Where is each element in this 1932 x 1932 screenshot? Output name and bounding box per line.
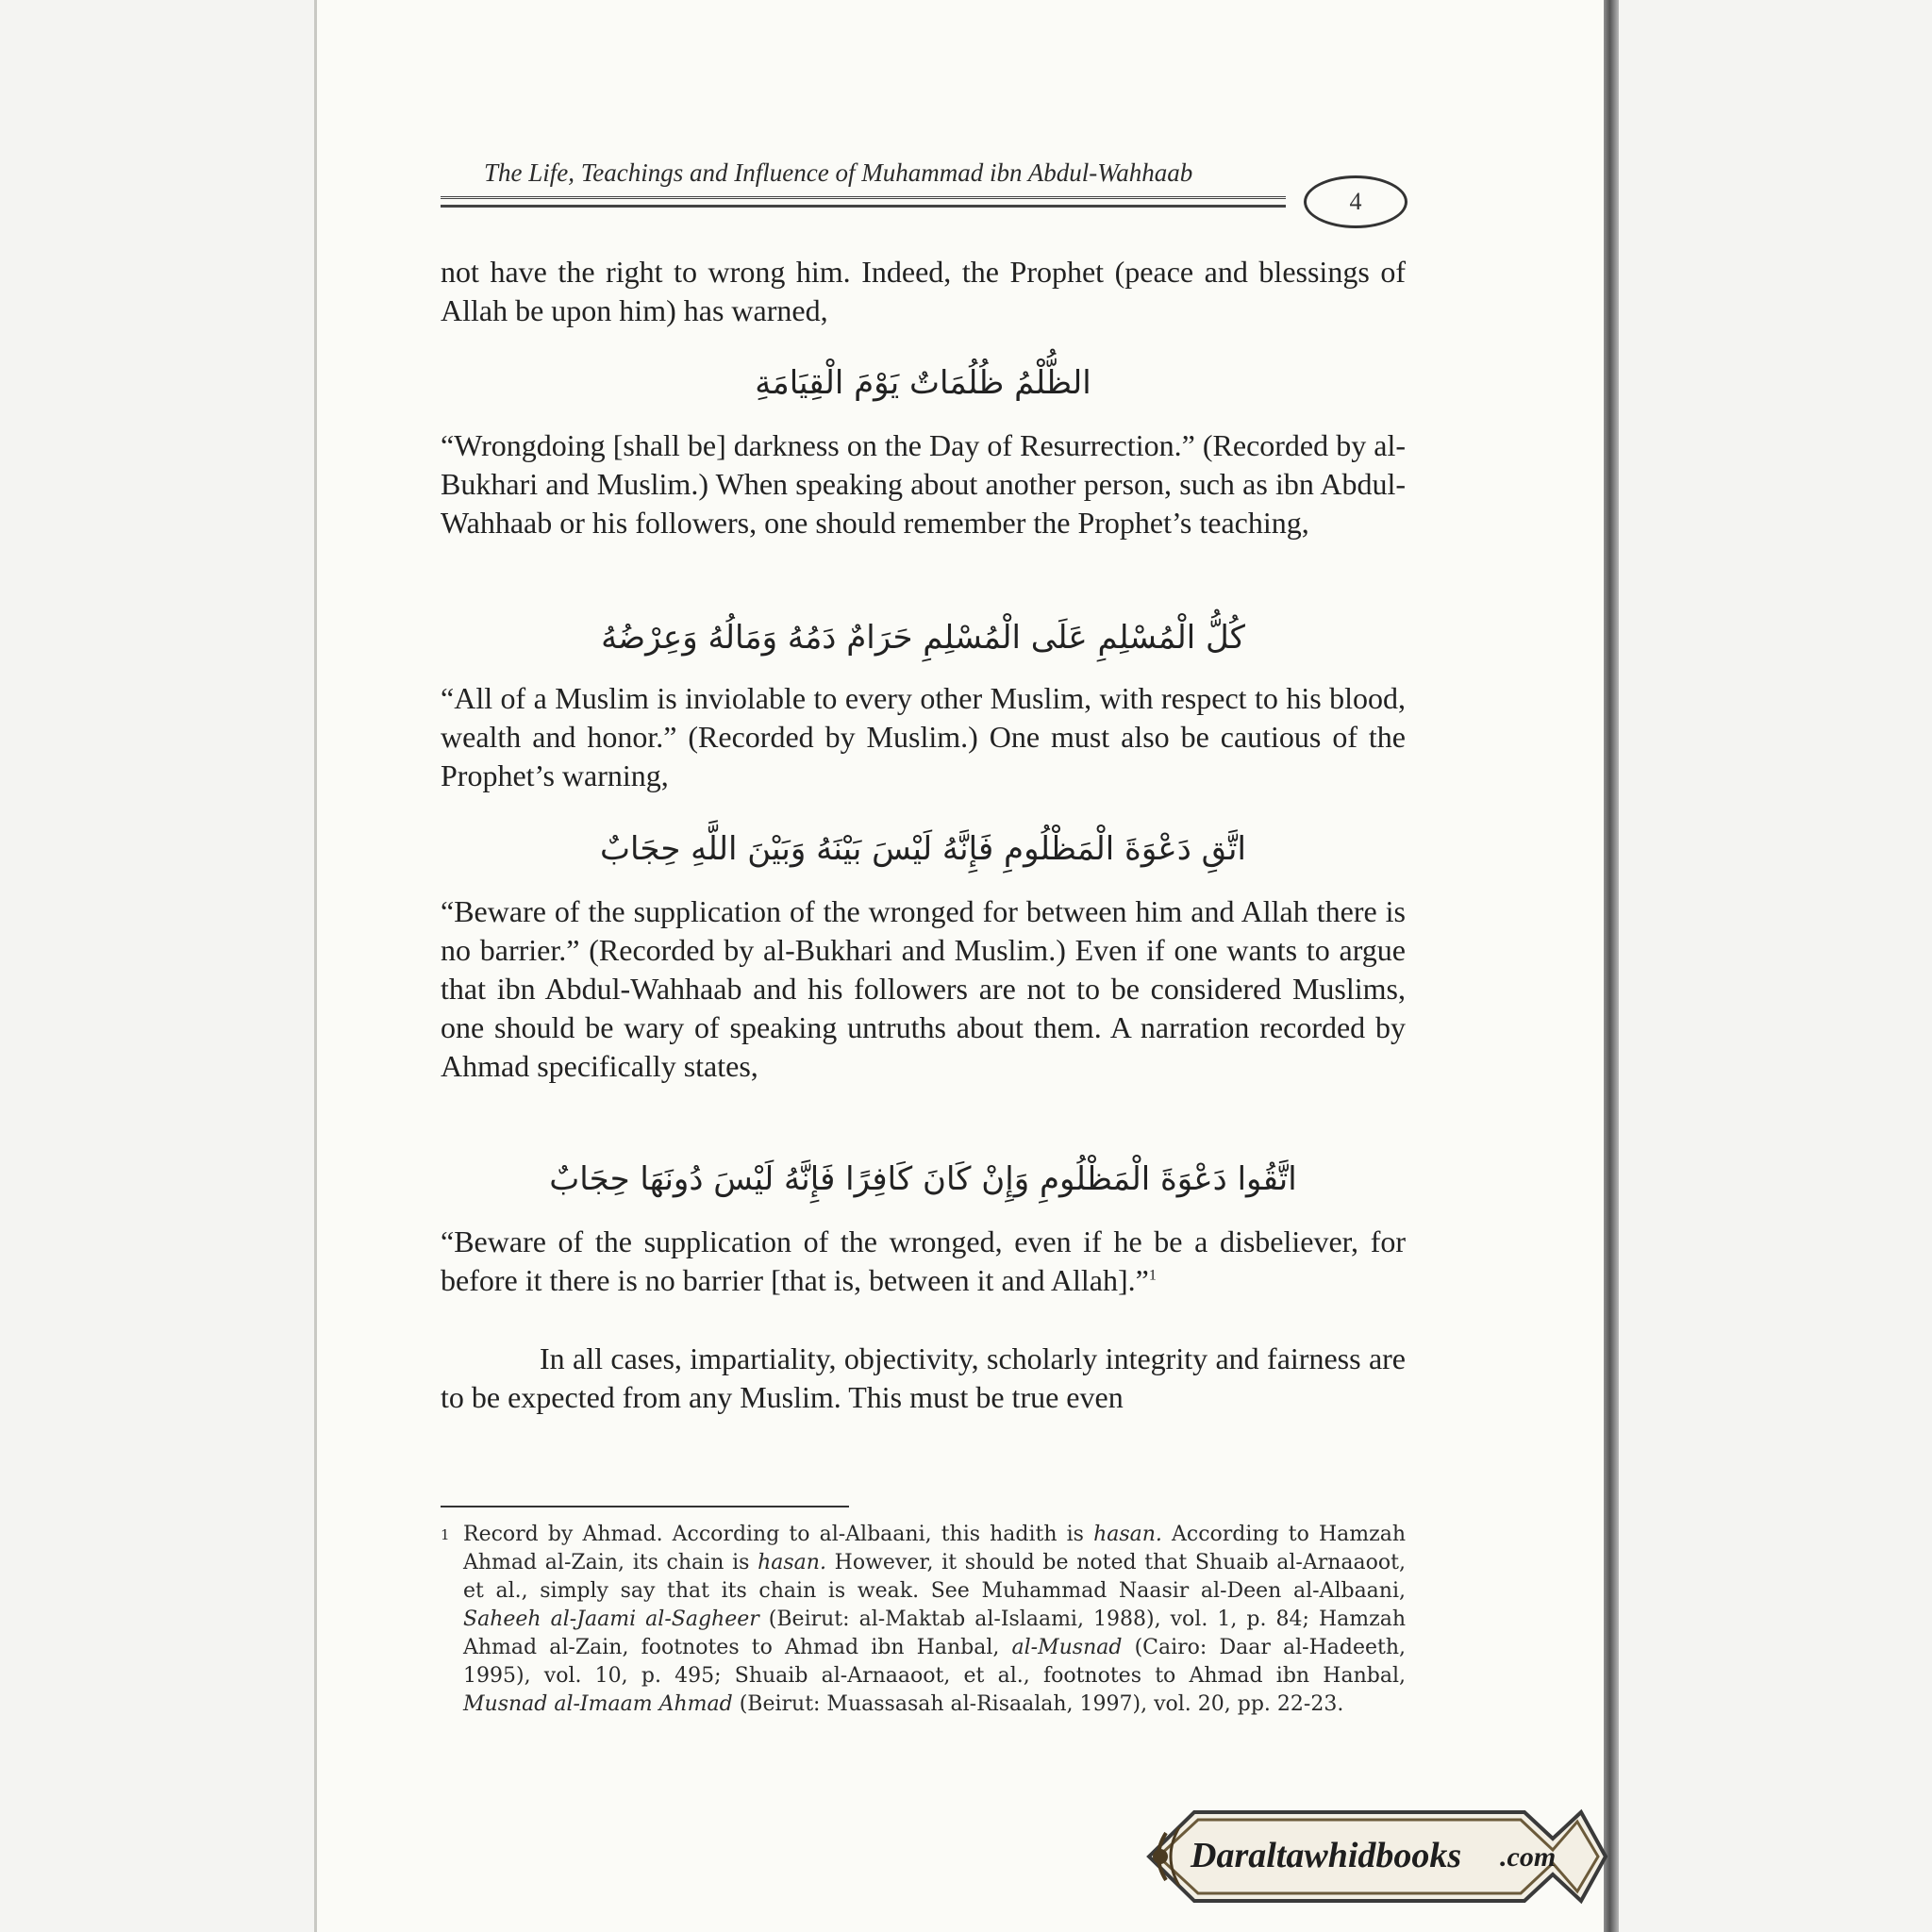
footnote-text: (Beirut: Muassasah al-Risaalah, 1997), vol. 20, pp. 22-23. [732,1692,1344,1716]
paragraph-1: not have the right to wrong him. Indeed, the Prophet (peace and blessings of Allah be upon him) has warned, [441,255,1406,327]
arabic-hadith-3: اتَّقِ دَعْوَةَ الْمَظْلُومِ فَإِنَّهُ لَيْسَ بَيْنَهُ وَبَيْنَ اللَّهِ حِجَابٌ [600,830,1246,868]
footnote-text: According to Hamzah Ahmad al-Zain, its chain is [463,1523,1406,1574]
footnote-book-title: al-Musnad [1011,1636,1123,1659]
footnote-text: (Cairo: Daar al-Hadeeth, 1995), vol. 10, p. 495; Shuaib al-Arnaaoot, et al., footnotes to Ahmad ibn Hanbal, [463,1636,1407,1688]
watermark-domain: .com [1500,1841,1557,1873]
paragraph-5 [441,1223,1406,1300]
running-header-title: The Life, Teachings and Influence of Muhammad ibn Abdul-Wahhaab [484,158,1193,187]
footnote-text: (Beirut: al-Maktab al-Islaami, 1988), vol. 1, p. 84; Hamzah Ahmad al-Zain, footnotes to Ahmad ibn Hanbal, [463,1607,1406,1659]
paragraph-2: “Wrongdoing [shall be] darkness on the Day of Resurrection.” (Recorded by al-Bukhari and Muslim.) When speaking about another person, such as ibn Abdul-Wahhaab or his followers, one should remember the Prophet’s teaching, [441,428,1406,540]
footnote-1 [441,1521,1406,1719]
paragraph-5-text: “Beware of the supplication of the wronged, even if he be a disbeliever, for before it there is no barrier [that is, between it and Allah].” [441,1224,1406,1297]
footnote-divider [441,1506,849,1507]
footnote-number: 1 [441,1526,450,1543]
paragraph-6: In all cases, impartiality, objectivity, scholarly integrity and fairness are to be expected from any Muslim. This must be true even [441,1341,1406,1414]
paragraph-3: “All of a Muslim is inviolable to every other Muslim, with respect to his blood, wealth and honor.” (Recorded by Muslim.) One must also be cautious of the Prophet’s warning, [441,681,1406,792]
watermark-name: Daraltawhidbooks [1191,1836,1462,1875]
footnote-reference[interactable]: 1 [1148,1267,1157,1284]
footnote-italic-term: hasan. [1093,1523,1162,1546]
footnote-italic-term: hasan. [758,1551,826,1574]
footnote-book-title: Musnad al-Imaam Ahmad [463,1692,733,1716]
header-rule [441,196,1286,208]
footnote-book-title: Saheeh al-Jaami al-Sagheer [463,1607,759,1631]
page-edge-shadow [1604,0,1619,1932]
arabic-hadith-1: الظُّلْمُ ظُلُمَاتٌ يَوْمَ الْقِيَامَةِ [755,364,1091,402]
page-number: 4 [1304,175,1407,228]
arabic-hadith-2: كُلُّ الْمُسْلِمِ عَلَى الْمُسْلِمِ حَرَامٌ دَمُهُ وَمَالُهُ وَعِرْضُهُ [601,619,1245,657]
arabic-hadith-4: اتَّقُوا دَعْوَةَ الْمَظْلُومِ وَإِنْ كَانَ كَافِرًا فَإِنَّهُ لَيْسَ دُونَهَا حِجَابٌ [549,1160,1297,1198]
footnote-text: However, it should be noted that Shuaib al-Arnaaoot, et al., simply say that its chain is weak. See Muhammad Naasir al-Deen al-Albaani, [463,1551,1406,1603]
paragraph-4: “Beware of the supplication of the wronged for between him and Allah there is no barrier.” (Recorded by al-Bukhari and Muslim.) Even if one wants to argue that ibn Abdul-Wahhaab and his followers are not to be considered Muslims, one should be wary of speaking untruths about them. A narration recorded by Ahmad specifically states, [441,894,1406,1083]
footnote-text: Record by Ahmad. According to al-Albaani, this hadith is [463,1523,1094,1546]
